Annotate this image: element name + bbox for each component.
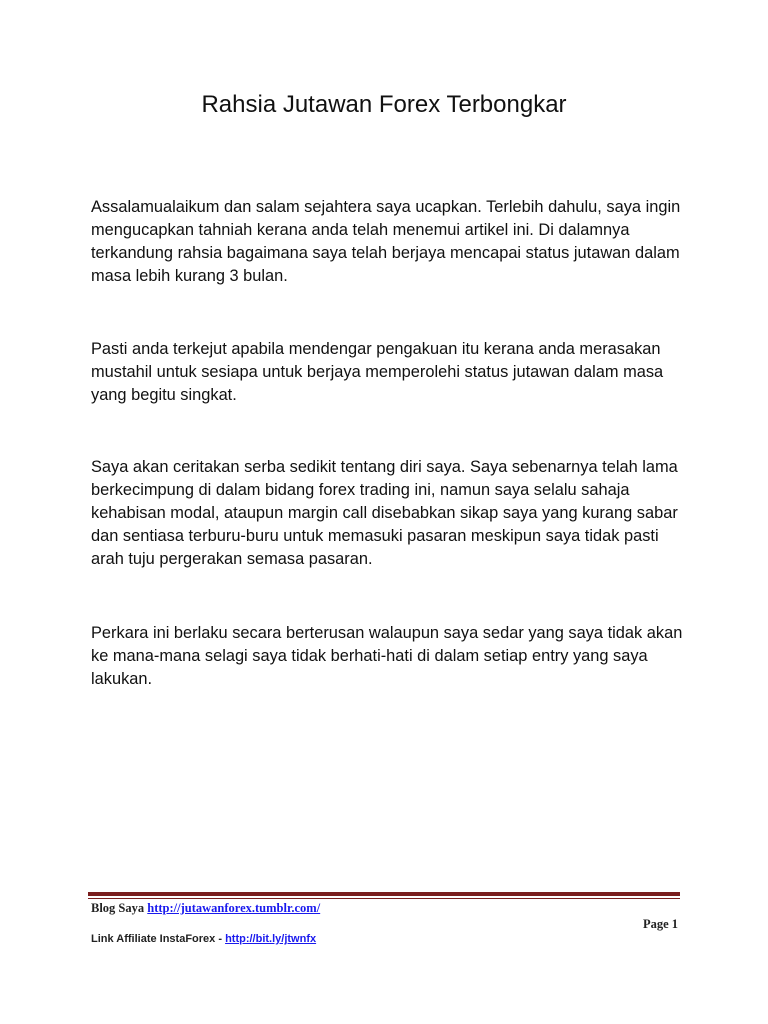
footer-divider-thick	[88, 892, 680, 896]
footer-blog-label: Blog Saya	[91, 901, 148, 915]
footer-divider-thin	[88, 898, 680, 899]
paragraph-surprise: Pasti anda terkejut apabila mendengar pengakuan itu kerana anda merasakan mustahil untuk sesiapa untuk berjaya memperolehi status jutawan dalam masa yang begitu singkat.	[91, 340, 664, 404]
page-number: Page 1	[642, 917, 678, 931]
footer-affiliate-line	[91, 933, 316, 945]
footer-blog-line	[91, 901, 320, 916]
paragraph-background: Saya akan ceritakan serba sedikit tentang diri saya. Saya sebenarnya telah lama berkecimpung di dalam bidang forex trading ini, namun saya selalu sahaja kehabisan modal, ataupun margin call disebabkan sikap saya yang kurang sabar dan sentiasa terburu-buru untuk memasuki pasaran meskipun saya tidak pasti arah tuju pergerakan semasa pasaran.	[91, 458, 678, 568]
document-title: Rahsia Jutawan Forex Terbongkar	[201, 91, 567, 118]
paragraph-greeting: Assalamualaikum dan salam sejahtera saya ucapkan. Terlebih dahulu, saya ingin mengucapkan tahniah kerana anda telah menemui artikel ini. Di dalamnya terkandung rahsia bagaimana saya telah berjaya mencapai status jutawan dalam masa lebih kurang 3 bulan.	[91, 198, 681, 285]
footer-blog-link[interactable]: http://jutawanforex.tumblr.com/	[147, 901, 321, 915]
footer-affiliate-link[interactable]: http://bit.ly/jtwnfx	[225, 933, 317, 945]
footer-affiliate-label: Link Affiliate InstaForex -	[91, 933, 226, 945]
paragraph-caution: Perkara ini berlaku secara berterusan walaupun saya sedar yang saya tidak akan ke mana-mana selagi saya tidak berhati-hati di dalam setiap entry yang saya lakukan.	[91, 624, 683, 688]
